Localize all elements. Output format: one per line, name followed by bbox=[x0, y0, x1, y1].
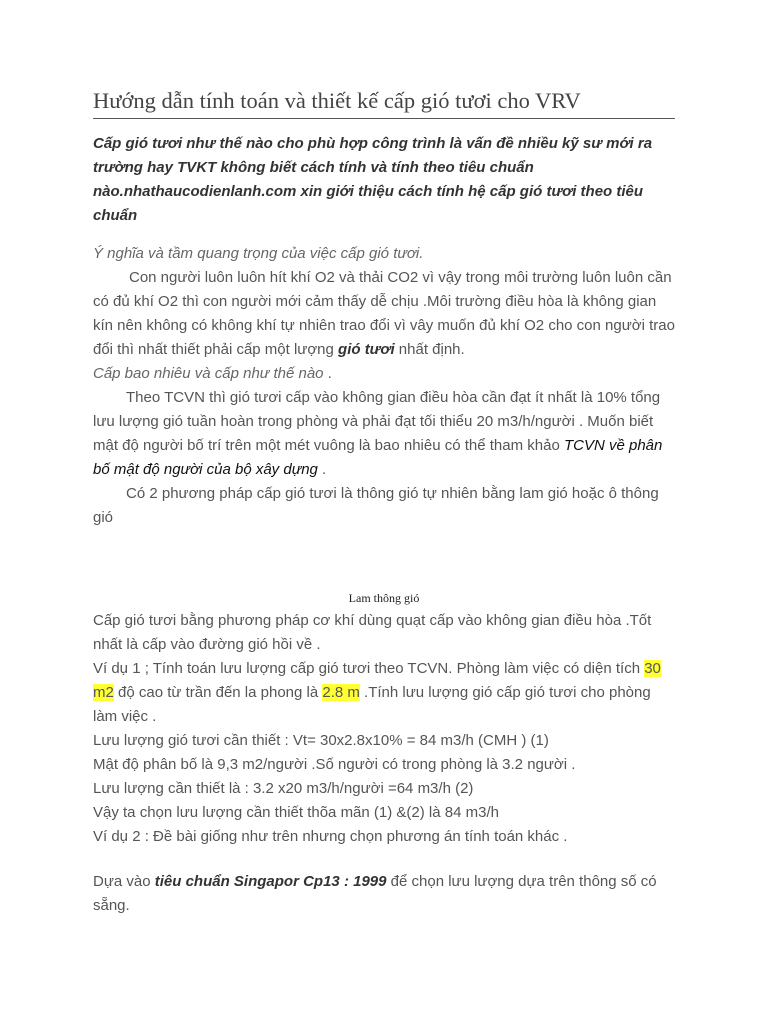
calc-line-1: Lưu lượng gió tươi cần thiết : Vt= 30x2.8x10% = 84 m3/h (CMH ) (1) bbox=[93, 732, 549, 749]
singapore-paragraph bbox=[93, 870, 675, 918]
section-importance bbox=[93, 242, 675, 530]
importance-paragraph bbox=[93, 266, 675, 362]
calc-line-2: Mật độ phân bố là 9,3 m2/người .Số người có trong phòng là 3.2 người . bbox=[93, 756, 576, 773]
mechanical-paragraph: Cấp gió tươi bằng phương pháp cơ khí dùng quạt cấp vào không gian điều hòa .Tốt nhất là cấp vào đường gió hồi về . bbox=[93, 612, 652, 653]
tcvn-density-link[interactable]: TCVN về phân bố mật độ người của bộ xây dựng bbox=[93, 437, 663, 478]
section-heading-how-much-line bbox=[93, 362, 675, 386]
section-heading-how-much: Cấp bao nhiêu và cấp như thế nào bbox=[93, 365, 324, 382]
example2-line: Ví dụ 2 : Đề bài giống như trên nhưng chọn phương án tính toán khác . bbox=[93, 828, 568, 845]
page-title: Hướng dẫn tính toán và thiết kế cấp gió tươi cho VRV bbox=[93, 88, 675, 119]
singapore-standard: tiêu chuẩn Singapor Cp13 : 1999 bbox=[154, 873, 387, 890]
section-singapore bbox=[93, 870, 675, 918]
example1-text-b: độ cao từ trần đến la phong là bbox=[113, 684, 323, 701]
methods-paragraph: Có 2 phương pháp cấp gió tươi là thông gió tự nhiên bằng lam gió hoặc ô thông gió bbox=[93, 485, 659, 526]
area-highlight: 30 m2 bbox=[93, 660, 661, 701]
singapore-text-b: để chọn lưu lượng dựa trên thông số có sẵng. bbox=[93, 873, 657, 914]
image-caption: Lam thông gió bbox=[348, 591, 420, 605]
example1-text-c: .Tính lưu lượng gió cấp gió tươi cho phòng làm việc . bbox=[93, 684, 651, 725]
calc-line-3: Lưu lượng cần thiết là : 3.2 x20 m3/h/người =64 m3/h (2) bbox=[93, 780, 474, 797]
tcvn-paragraph bbox=[93, 386, 675, 482]
tcvn-text-b: . bbox=[317, 461, 327, 478]
example1-paragraph bbox=[93, 657, 675, 729]
height-highlight: 2.8 m bbox=[322, 684, 360, 701]
intro-paragraph: Cấp gió tươi như thế nào cho phù hợp công trình là vấn đề nhiều kỹ sư mới ra trường hay TVKT không biết cách tính và tính theo tiêu chuẩn nào.nhathaucodienlanh.com xin giới thiệu cách tính hệ cấp gió tươi theo tiêu chuẩn bbox=[93, 135, 653, 224]
fresh-air-term: gió tươi bbox=[338, 341, 395, 358]
example1-text-a: Ví dụ 1 ; Tính toán lưu lượng cấp gió tươi theo TCVN. Phòng làm việc có diện tích bbox=[93, 660, 645, 677]
calc-line-4: Vậy ta chọn lưu lượng cần thiết thõa mãn (1) &(2) là 84 m3/h bbox=[93, 804, 499, 821]
importance-text-a: Con người luôn luôn hít khí O2 và thải CO2 vì vậy trong môi trường luôn luôn cần có đủ khí O2 thì con người mới cảm thấy dễ chịu .Môi trường điều hòa là không gian kín nên không có không khí tự nhiên trao đổi vì vây muốn đủ khí O2 cho con người trao đổi thì nhất thiết phải cấp một lượng bbox=[93, 269, 675, 358]
tcvn-text-a: Theo TCVN thì gió tươi cấp vào không gian điều hòa cần đạt ít nhất là 10% tổng lưu lượng gió tuần hoàn trong phòng và phải đạt tối thiểu 20 m3/h/người . Muốn biết mật độ người bố trí trên một mét vuông là bao nhiêu có thể tham khảo bbox=[93, 389, 661, 454]
singapore-text-a: Dựa vào bbox=[93, 873, 155, 890]
importance-text-b: nhất định. bbox=[394, 341, 465, 358]
section-heading-importance: Ý nghĩa và tầm quang trọng của việc cấp gió tươi. bbox=[93, 245, 424, 262]
heading-how-much-end: . bbox=[323, 365, 332, 382]
section-mechanical bbox=[93, 609, 675, 849]
